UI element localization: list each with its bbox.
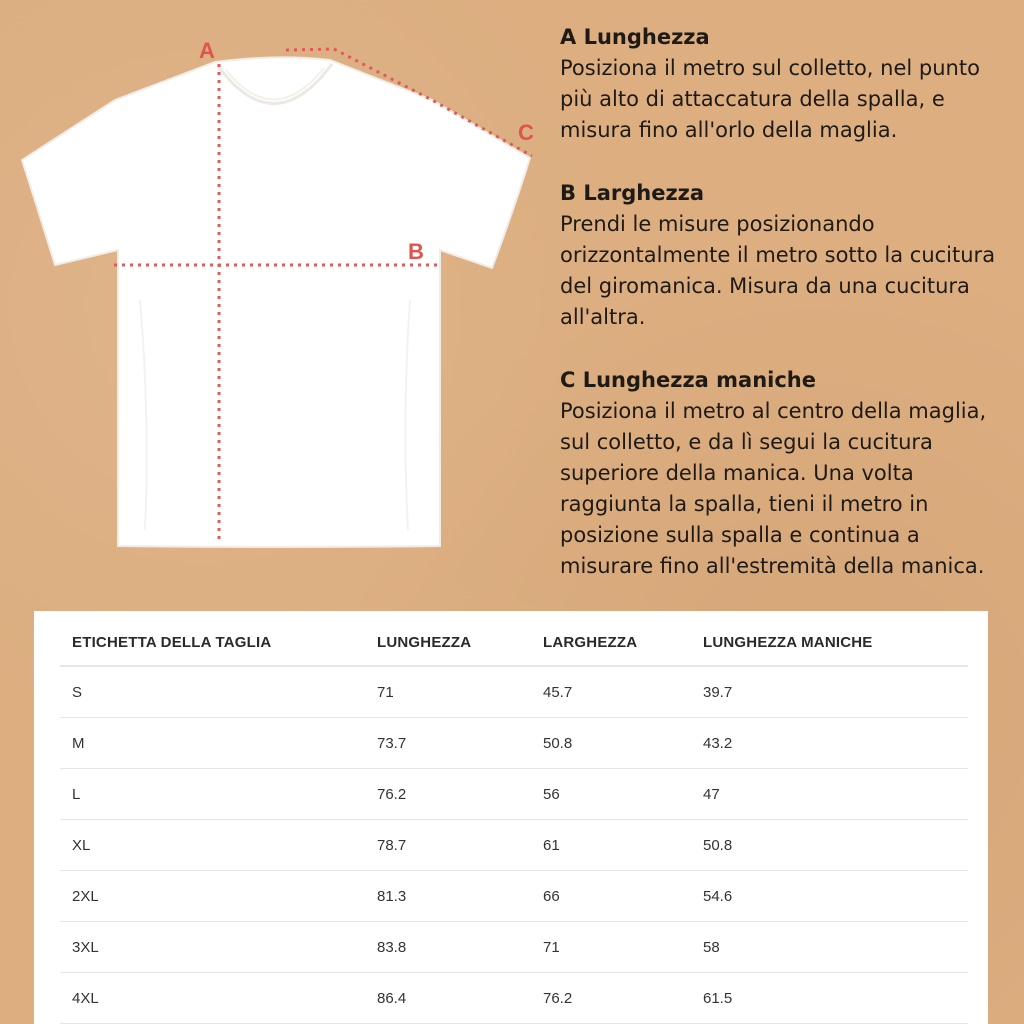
cell-width: 76.2 xyxy=(531,973,691,1024)
tshirt-measurement-diagram xyxy=(0,0,560,600)
cell-size: L xyxy=(60,769,365,820)
instruction-text: Prendi le misure posizionando orizzontalmente il metro sotto la cucitura del giromanica. Misura da una cucitura all'altra. xyxy=(560,212,996,329)
table-row xyxy=(60,871,968,922)
cell-width: 61 xyxy=(531,820,691,871)
tshirt-shape xyxy=(22,57,530,547)
instruction-title: B Larghezza xyxy=(560,181,705,205)
cell-width: 45.7 xyxy=(531,666,691,718)
instruction-title: C Lunghezza maniche xyxy=(560,368,816,392)
cell-size: 2XL xyxy=(60,871,365,922)
table-row xyxy=(60,922,968,973)
table-row xyxy=(60,666,968,718)
cell-length: 86.4 xyxy=(365,973,531,1024)
header-length: LUNGHEZZA xyxy=(365,619,531,666)
table-row xyxy=(60,718,968,769)
size-table-card xyxy=(34,611,988,1024)
marker-c-label: C xyxy=(518,120,534,145)
cell-sleeve-length: 43.2 xyxy=(691,718,968,769)
cell-length: 73.7 xyxy=(365,718,531,769)
instruction-title: A Lunghezza xyxy=(560,25,710,49)
table-header-row xyxy=(60,619,968,666)
table-row xyxy=(60,973,968,1024)
marker-b-label: B xyxy=(408,239,424,264)
cell-sleeve-length: 54.6 xyxy=(691,871,968,922)
header-sleeve-length: LUNGHEZZA MANICHE xyxy=(691,619,968,666)
tshirt-diagram-svg xyxy=(0,0,560,600)
cell-sleeve-length: 47 xyxy=(691,769,968,820)
instruction-width xyxy=(560,178,1010,333)
cell-size: M xyxy=(60,718,365,769)
marker-a-label: A xyxy=(199,38,215,63)
cell-sleeve-length: 58 xyxy=(691,922,968,973)
table-row xyxy=(60,820,968,871)
cell-length: 71 xyxy=(365,666,531,718)
cell-width: 56 xyxy=(531,769,691,820)
instruction-text: Posiziona il metro sul colletto, nel punto più alto di attaccatura della spalla, e misura fino all'orlo della maglia. xyxy=(560,56,980,142)
header-size-label: ETICHETTA DELLA TAGLIA xyxy=(60,619,365,666)
cell-size: S xyxy=(60,666,365,718)
cell-width: 66 xyxy=(531,871,691,922)
instruction-sleeve-length xyxy=(560,365,1010,582)
cell-sleeve-length: 61.5 xyxy=(691,973,968,1024)
cell-length: 83.8 xyxy=(365,922,531,973)
instruction-text: Posiziona il metro al centro della maglia, sul colletto, e da lì segui la cucitura superiore della manica. Una volta raggiunta la spalla, tieni il metro in posizione sulla spalla e continua a misurare fino all'estremità della manica. xyxy=(560,399,987,578)
table-row xyxy=(60,769,968,820)
cell-sleeve-length: 50.8 xyxy=(691,820,968,871)
cell-size: 3XL xyxy=(60,922,365,973)
cell-length: 76.2 xyxy=(365,769,531,820)
header-width: LARGHEZZA xyxy=(531,619,691,666)
measurement-instructions xyxy=(560,22,1010,614)
cell-width: 71 xyxy=(531,922,691,973)
cell-width: 50.8 xyxy=(531,718,691,769)
cell-size: XL xyxy=(60,820,365,871)
cell-length: 81.3 xyxy=(365,871,531,922)
instruction-length xyxy=(560,22,1010,146)
size-table xyxy=(60,619,968,1024)
cell-sleeve-length: 39.7 xyxy=(691,666,968,718)
cell-length: 78.7 xyxy=(365,820,531,871)
cell-size: 4XL xyxy=(60,973,365,1024)
